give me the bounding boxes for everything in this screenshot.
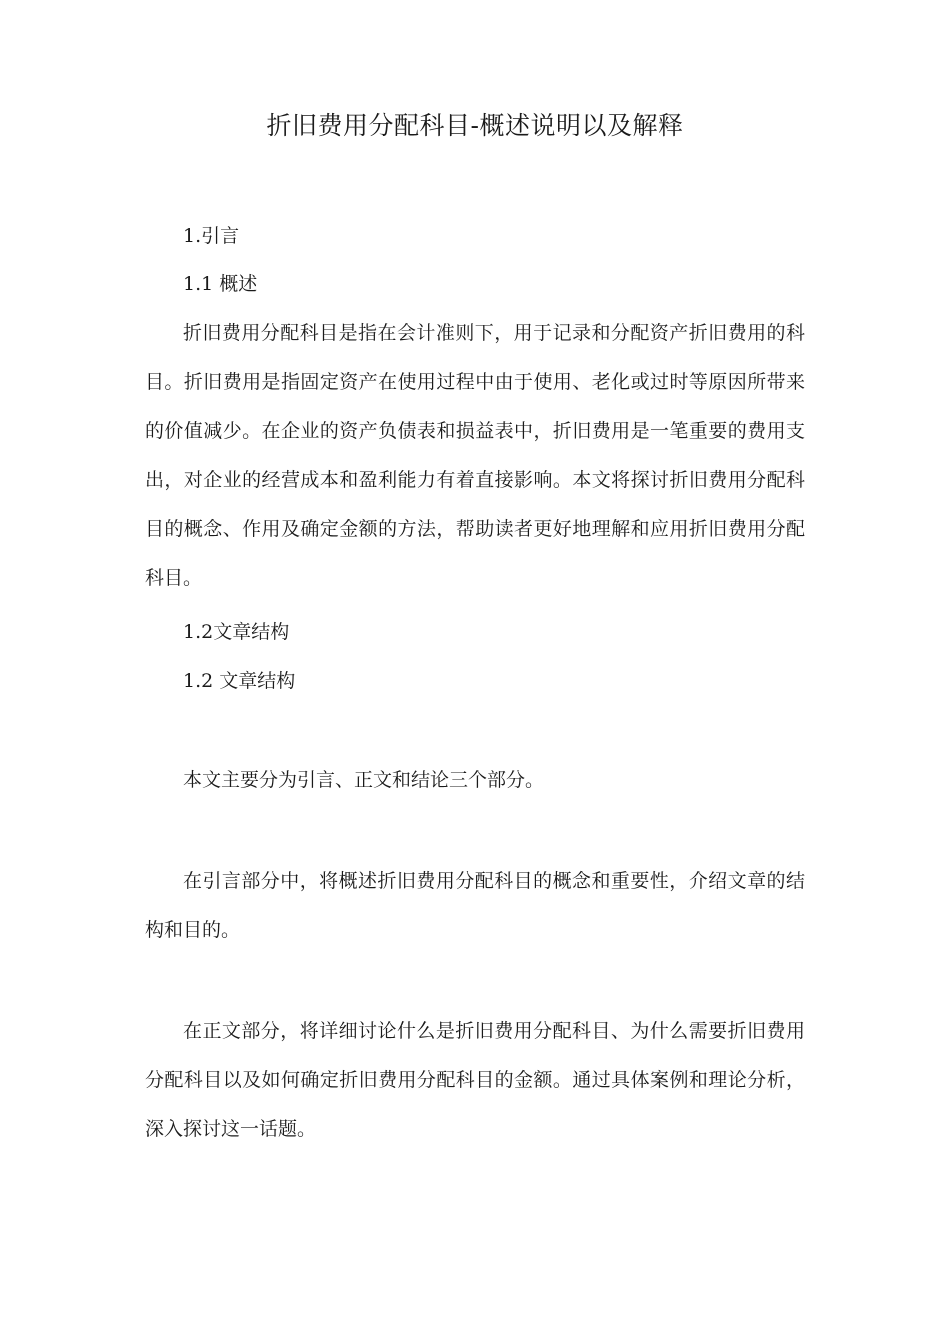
paragraph-overview: 折旧费用分配科目是指在会计准则下，用于记录和分配资产折旧费用的科目。折旧费用是指固定资产在使用过程中由于使用、老化或过时等原因所带来的价值减少。在企业的资产负债表和损益表中，折旧费用是一笔重要的费用支出，对企业的经营成本和盈利能力有着直接影响。本文将探讨折旧费用分配科目的概念、作用及确定金额的方法，帮助读者更好地理解和应用折旧费用分配科目。: [145, 322, 805, 589]
paragraph-intro-part: 在引言部分中，将概述折旧费用分配科目的概念和重要性，介绍文章的结构和目的。: [145, 870, 805, 941]
heading-intro: 1.引言: [183, 225, 240, 247]
document-title: 折旧费用分配科目-概述说明以及解释: [266, 111, 684, 140]
paragraph-structure-summary: 本文主要分为引言、正文和结论三个部分。: [183, 769, 545, 791]
paragraph-body-part: 在正文部分，将详细讨论什么是折旧费用分配科目、为什么需要折旧费用分配科目以及如何确定折旧费用分配科目的金额。通过具体案例和理论分析，深入探讨这一话题。: [145, 1020, 805, 1140]
heading-structure-b: 1.2 文章结构: [183, 670, 296, 692]
heading-structure-a: 1.2文章结构: [183, 621, 290, 643]
heading-overview: 1.1 概述: [183, 273, 258, 295]
